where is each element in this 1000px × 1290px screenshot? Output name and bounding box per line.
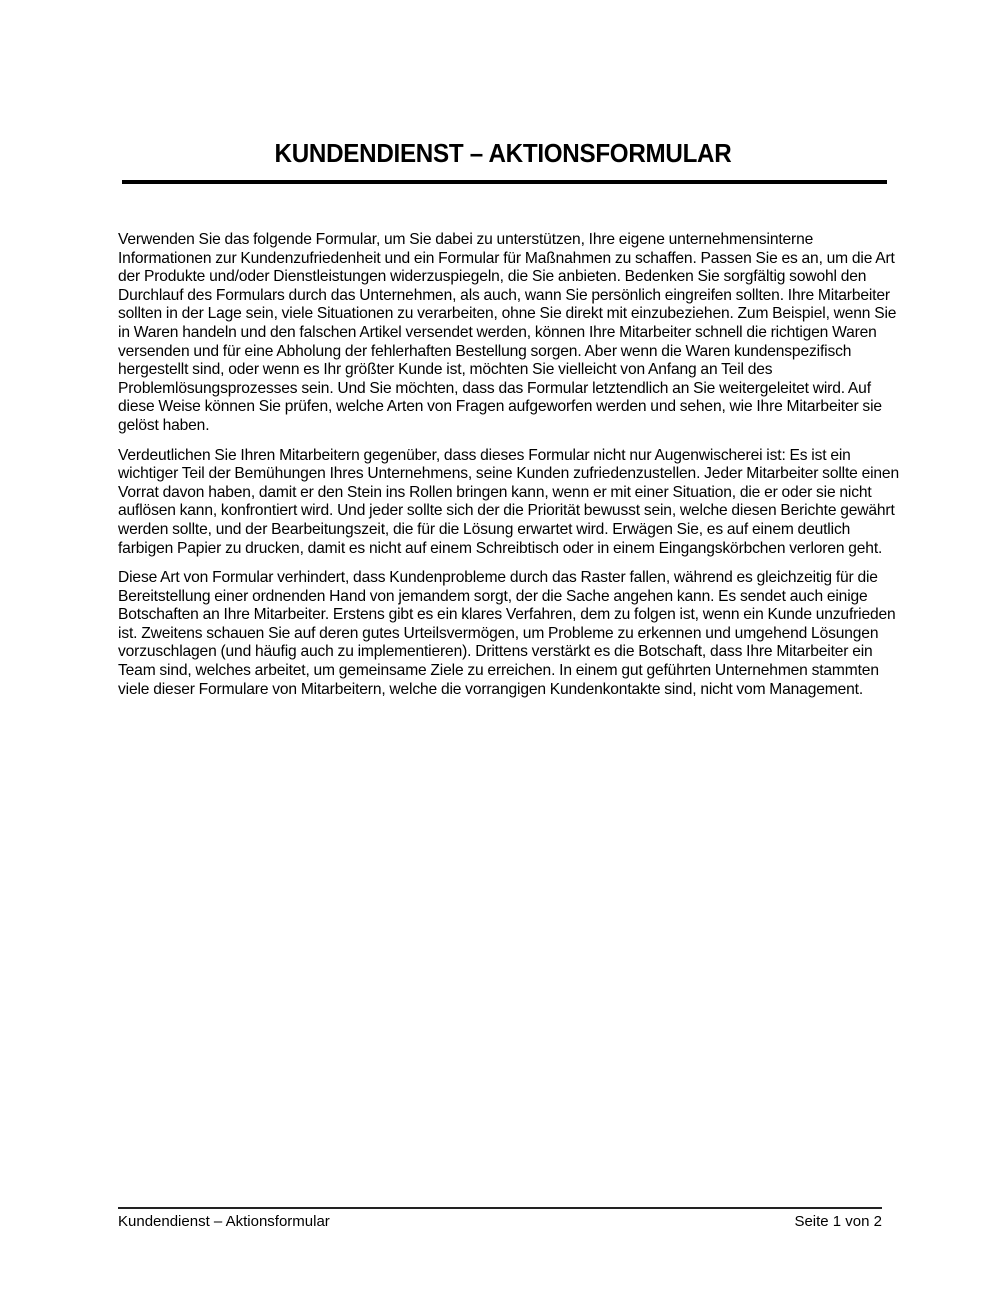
body-paragraph-1: Verwenden Sie das folgende Formular, um Sie dabei zu unterstützen, Ihre eigene unternehmensinterne Informationen zur Kundenzufriedenheit und ein Formular für Maßnahmen zu schaffen. Passen Sie es an, um die Art der Produkte und/oder Dienstleistungen widerzuspiegeln, die Sie anbieten. Bedenken Sie sorgfältig sowohl den Durchlauf des Formulars durch das Unternehmen, als auch, wann Sie persönlich eingreifen sollten. Ihre Mitarbeiter sollten in der Lage sein, viele Situationen zu verarbeiten, ohne Sie direkt mit einzubeziehen. Zum Beispiel, wenn Sie in Waren handeln und den falschen Artikel versendet werden, können Ihre Mitarbeiter schnell die richtigen Waren versenden und für eine Abholung der fehlerhaften Bestellung sorgen. Aber wenn die Waren kundenspezifisch hergestellt sind, oder wenn es Ihr größter Kunde ist, möchten Sie vielleicht von Anfang an Teil des Problemlösungsprozesses sein. Und Sie möchten, dass das Formular letztendlich an Sie weitergeleitet wird. Auf diese Weise können Sie prüfen, welche Arten von Fragen aufgeworfen werden und sehen, wie Ihre Mitarbeiter sie gelöst haben. bbox=[118, 231, 897, 434]
footer-page-number: Seite 1 von 2 bbox=[794, 1213, 882, 1230]
body-paragraph-2: Verdeutlichen Sie Ihren Mitarbeitern gegenüber, dass dieses Formular nicht nur Augenwischerei ist: Es ist ein wichtiger Teil der Bemühungen Ihres Unternehmens, seine Kunden zufriedenzustellen. Jeder Mitarbeiter sollte einen Vorrat davon haben, damit er den Stein ins Rollen bringen kann, wenn er mit einer Situation, die er oder sie nicht auflösen kann, konfrontiert wird. Und jeder sollte sich der die Priorität bewusst sein, welche diesen Berichte gewährt werden sollte, und der Bearbeitungszeit, die für die Lösung erwartet wird. Erwägen Sie, es auf einem deutlich farbigen Papier zu drucken, damit es nicht auf einem Schreibtisch oder in einem Eingangskörbchen verloren geht. bbox=[118, 446, 899, 557]
title-divider bbox=[122, 180, 887, 184]
body-paragraph-3: Diese Art von Formular verhindert, dass Kundenprobleme durch das Raster fallen, während es gleichzeitig für die Bereitstellung einer ordnenden Hand von jemandem sorgt, der die Sache angehen kann. Es sendet auch einige Botschaften an Ihre Mitarbeiter. Erstens gibt es ein klares Verfahren, dem zu folgen ist, wenn ein Kunde unzufrieden ist. Zweitens schauen Sie auf deren gutes Urteilsvermögen, um Probleme zu erkennen und umgehend Lösungen vorzuschlagen (und häufig auch zu implementieren). Drittens verstärkt es die Botschaft, dass Ihre Mitarbeiter ein Team sind, welches arbeitet, um gemeinsame Ziele zu erreichen. In einem gut geführten Unternehmen stammten viele dieser Formulare von Mitarbeitern, welche die vorrangigen Kundenkontakte sind, nicht vom Management. bbox=[118, 569, 896, 698]
footer-document-title: Kundendienst – Aktionsformular bbox=[118, 1213, 330, 1230]
page-footer bbox=[118, 1213, 882, 1231]
document-body bbox=[118, 231, 908, 710]
document-title: KUNDENDIENST – AKTIONSFORMULAR bbox=[274, 138, 732, 168]
footer-divider bbox=[118, 1207, 882, 1209]
